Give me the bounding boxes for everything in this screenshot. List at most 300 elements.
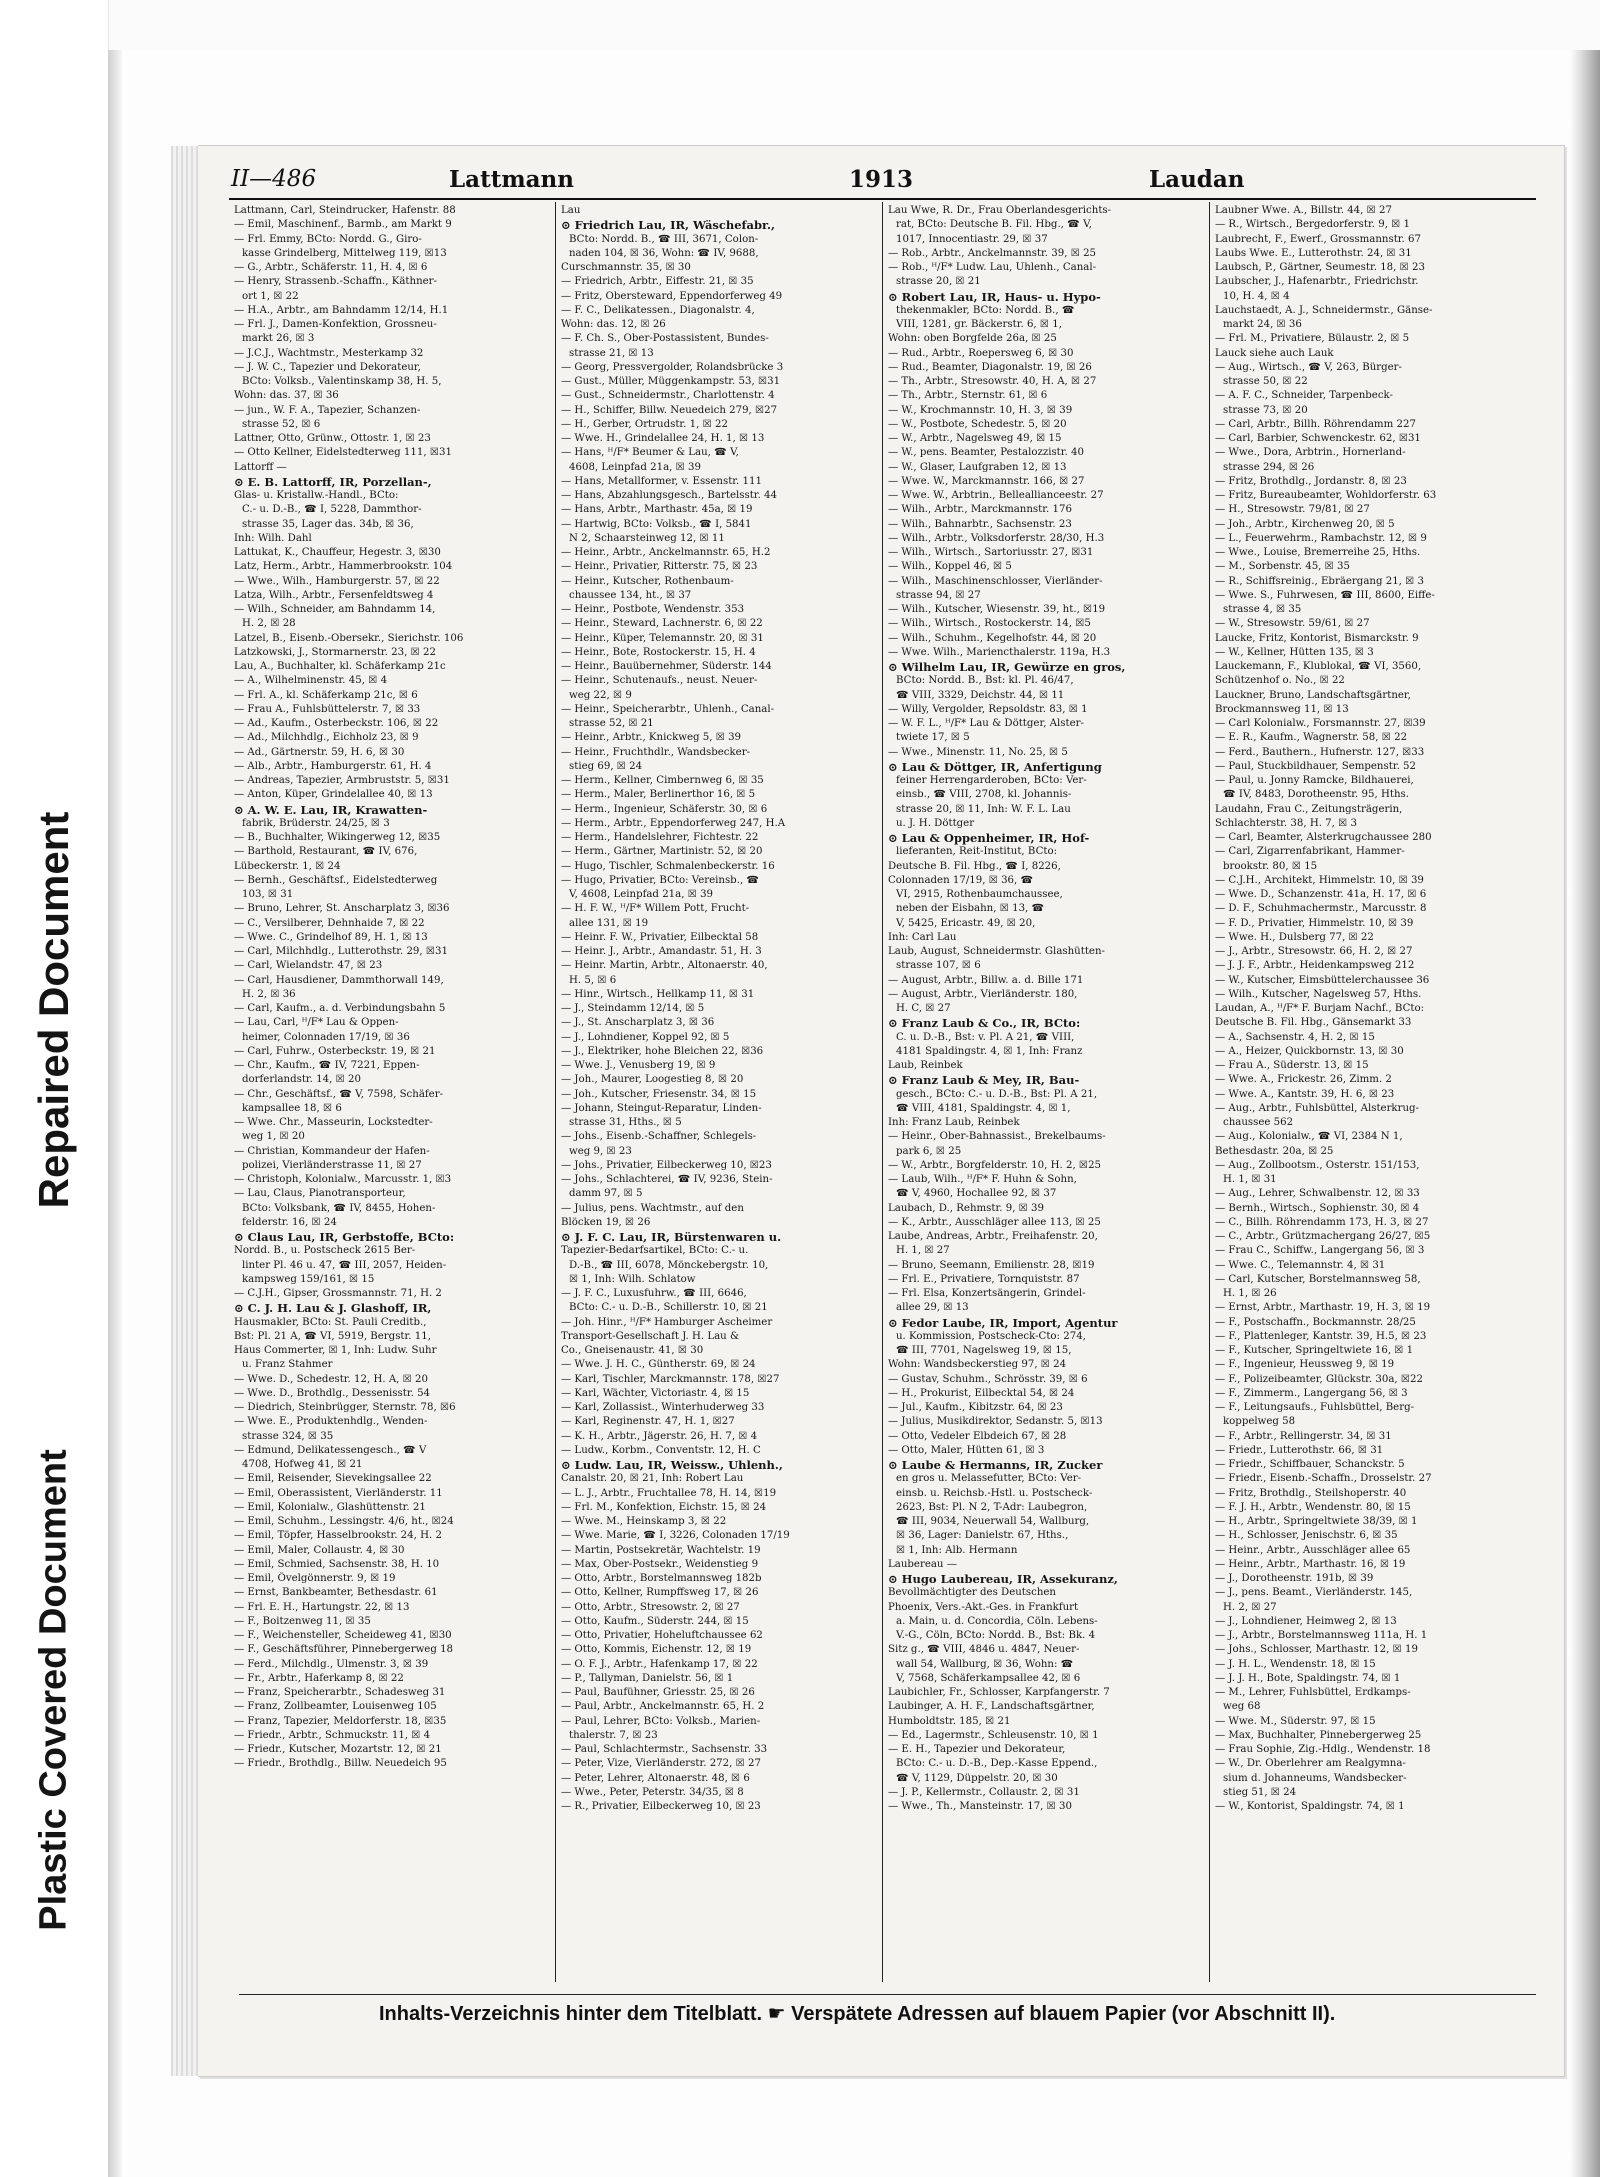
directory-entry: Lauck siehe auch Lauk bbox=[1215, 347, 1334, 359]
directory-entry: — W. F. L., ᴴ/F* Lau & Döttger, Alster- bbox=[888, 718, 1084, 729]
directory-entry: — Wwe. D., Schedestr. 12, H. A, ☒ 20 bbox=[234, 1373, 428, 1385]
directory-entry: stieg 51, ☒ 24 bbox=[1223, 1786, 1297, 1798]
directory-entry: Lattukat, K., Chauffeur, Hegestr. 3, ☒30 bbox=[234, 547, 441, 558]
directory-entry: — Carl, Barbier, Schwenckestr. 62, ☒31 bbox=[1215, 433, 1421, 444]
directory-entry: — Emil, Oberassistent, Vierländerstr. 11 bbox=[234, 1487, 443, 1499]
directory-entry: — Fritz, Bureaubeamter, Wohldorferstr. 63 bbox=[1215, 490, 1437, 501]
directory-entry: Lattorff — bbox=[234, 461, 287, 473]
directory-entry: — Wwe. S., Fuhrwesen, ☎ III, 8600, Eiffe- bbox=[1215, 589, 1435, 601]
directory-entry: 4608, Leinpfad 21a, ☒ 39 bbox=[569, 461, 701, 473]
directory-entry: ⊙ C. J. H. Lau & J. Glashoff, IR, bbox=[234, 1301, 432, 1316]
directory-entry: — Carl, Milchhdlg., Lutterothstr. 29, ☒31 bbox=[234, 946, 448, 957]
directory-entry: — F. C., Delikatessen., Diagonalstr. 4, bbox=[561, 304, 755, 316]
directory-entry: — F. J. H., Arbtr., Wendenstr. 80, ☒ 15 bbox=[1215, 1501, 1411, 1513]
directory-entry: — Hans, ᴴ/F* Beumer & Lau, ☎ V, bbox=[561, 447, 739, 459]
directory-entry: — Carl, Hausdiener, Dammthorwall 149, bbox=[234, 974, 444, 986]
directory-entry: ⊙ A. W. E. Lau, IR, Krawatten- bbox=[234, 802, 428, 817]
page-header bbox=[229, 158, 1536, 200]
directory-entry: — Frau C., Schiffw., Langergang 56, ☒ 3 bbox=[1215, 1245, 1425, 1257]
directory-entry: — Carl, Fuhrw., Osterbeckstr. 19, ☒ 21 bbox=[234, 1045, 436, 1057]
directory-entry: Canalstr. 20, ☒ 21, Inh: Robert Lau bbox=[561, 1473, 744, 1485]
directory-entry: — Wwe. M., Süderstr. 97, ☒ 15 bbox=[1215, 1715, 1376, 1727]
directory-entry: — Anton, Küper, Grindelallee 40, ☒ 13 bbox=[234, 789, 433, 801]
directory-entry: — J. P., Kellermstr., Collaustr. 2, ☒ 31 bbox=[888, 1786, 1080, 1798]
directory-entry: — Fr., Arbtr., Haferkamp 8, ☒ 22 bbox=[234, 1672, 404, 1684]
directory-entry: N 2, Schaarsteinweg 12, ☒ 11 bbox=[569, 532, 725, 544]
directory-entry: Inh: Franz Laub, Reinbek bbox=[888, 1117, 1020, 1128]
directory-entry: — Emil, Reisender, Sievekingsallee 22 bbox=[234, 1473, 432, 1485]
directory-entry: — Johs., Eisenb.-Schaffner, Schlegels- bbox=[561, 1131, 757, 1143]
directory-entry: ⊙ E. B. Lattorff, IR, Porzellan-, bbox=[234, 474, 432, 489]
directory-entry: — W., Arbtr., Nagelsweg 49, ☒ 15 bbox=[888, 433, 1062, 444]
directory-entry: — H., Schiffer, Billw. Neuedeich 279, ☒27 bbox=[561, 404, 778, 416]
directory-entry: — Ernst, Bankbeamter, Bethesdastr. 61 bbox=[234, 1587, 438, 1599]
header-first-name: Lattmann bbox=[449, 166, 575, 193]
directory-entry: — Heinr., Bote, Rostockerstr. 15, H. 4 bbox=[561, 646, 756, 658]
directory-entry: — Carl Kolonialw., Forsmannstr. 27, ☒39 bbox=[1215, 718, 1426, 729]
directory-entry: Laubinger, A. H. F., Landschaftsgärtner, bbox=[888, 1701, 1095, 1713]
directory-entry: — Paul, Lehrer, BCto: Volksb., Marien- bbox=[561, 1715, 761, 1727]
directory-entry: heimer, Colonnaden 17/19, ☒ 36 bbox=[242, 1031, 410, 1043]
directory-entry: — Wilh., Schuhm., Kegelhofstr. 44, ☒ 20 bbox=[888, 632, 1097, 644]
directory-entry: H. 1, ☒ 31 bbox=[1223, 1174, 1277, 1185]
directory-entry: Tapezier-Bedarfsartikel, BCto: C.- u. bbox=[561, 1245, 749, 1257]
directory-entry: — Wwe. H., Grindelallee 24, H. 1, ☒ 13 bbox=[561, 433, 765, 444]
directory-entry: a. Main, u. d. Concordia, Cöln. Lebens- bbox=[896, 1615, 1098, 1627]
directory-entry: — J. F. C., Luxusfuhrw., ☎ III, 6646, bbox=[561, 1288, 747, 1299]
directory-entry: — Johann, Steingut-Reparatur, Linden- bbox=[561, 1102, 762, 1114]
directory-entry: — K. H., Arbtr., Jägerstr. 26, H. 7, ☒ 4 bbox=[561, 1430, 758, 1442]
directory-entry: — Wilh., Arbtr., Volksdorferstr. 28/30, H.3 bbox=[888, 532, 1105, 544]
directory-entry: — Hans, Arbtr., Marthastr. 45a, ☒ 19 bbox=[561, 504, 753, 516]
directory-entry: — Friedr., Eisenb.-Schaffn., Drosselstr. 27 bbox=[1215, 1473, 1432, 1485]
directory-entry: — Wwe. A., Kantstr. 39, H. 6, ☒ 23 bbox=[1215, 1088, 1395, 1100]
directory-entry: strasse 50, ☒ 22 bbox=[1223, 376, 1308, 387]
directory-entry: — A., Wilhelminenstr. 45, ☒ 4 bbox=[234, 675, 388, 687]
directory-entry: — F. Ch. S., Ober-Postassistent, Bundes- bbox=[561, 333, 769, 345]
directory-entry: — J., Elektriker, hohe Bleichen 22, ☒36 bbox=[561, 1045, 764, 1057]
directory-entry: — L. J., Arbtr., Fruchtallee 78, H. 14, ☒19 bbox=[561, 1487, 777, 1499]
directory-entry: — Heinr., Arbtr., Marthastr. 16, ☒ 19 bbox=[1215, 1558, 1406, 1570]
directory-entry: V, 7568, Schäferkampsallee 42, ☒ 6 bbox=[896, 1672, 1081, 1684]
directory-entry: — Emil, Schmied, Sachsenstr. 38, H. 10 bbox=[234, 1558, 440, 1570]
page-binding bbox=[171, 146, 199, 2076]
directory-entry: Laubner Wwe. A., Billstr. 44, ☒ 27 bbox=[1215, 205, 1392, 216]
directory-entry: u. Franz Stahmer bbox=[242, 1359, 333, 1371]
page-footer bbox=[239, 1994, 1536, 2029]
directory-entry: — Carl, Beamter, Alsterkrugchaussee 280 bbox=[1215, 832, 1432, 843]
directory-entry: — Aug., Arbtr., Fuhlsbüttel, Alsterkrug- bbox=[1215, 1102, 1420, 1114]
directory-entry: — F., Postschaffn., Bockmannstr. 28/25 bbox=[1215, 1316, 1416, 1328]
directory-entry: — Joh. Hinr., ᴴ/F* Hamburger Ascheimer bbox=[561, 1316, 773, 1328]
directory-entry: — Max, Buchhalter, Pinnebergerweg 25 bbox=[1215, 1729, 1422, 1741]
directory-entry: ☎ III, 7701, Nagelsweg 19, ☒ 15, bbox=[896, 1345, 1072, 1356]
directory-entry: felderstr. 16, ☒ 24 bbox=[242, 1216, 337, 1228]
header-last-name: Laudan bbox=[1149, 166, 1245, 193]
directory-entry: allee 131, ☒ 19 bbox=[569, 917, 649, 929]
directory-entry: ⊙ Wilhelm Lau, IR, Gewürze en gros, bbox=[888, 660, 1126, 674]
directory-entry: — J., Arbtr., Stresowstr. 66, H. 2, ☒ 27 bbox=[1215, 946, 1413, 957]
directory-entry: — C., Billh. Röhrendamm 173, H. 3, ☒ 27 bbox=[1215, 1216, 1429, 1228]
directory-entry: — W., Glaser, Laufgraben 12, ☒ 13 bbox=[888, 461, 1067, 473]
directory-entry: — Bruno, Lehrer, St. Anscharplatz 3, ☒36 bbox=[234, 903, 450, 915]
directory-entry: — Herm., Maler, Berlinerthor 16, ☒ 5 bbox=[561, 789, 756, 801]
directory-entry: 10, H. 4, ☒ 4 bbox=[1223, 290, 1290, 302]
directory-entry: — Ad., Gärtnerstr. 59, H. 6, ☒ 30 bbox=[234, 746, 405, 758]
directory-entry: — Friedr., Arbtr., Schmuckstr. 11, ☒ 4 bbox=[234, 1729, 431, 1741]
directory-entry: — Wwe. A., Frickestr. 26, Zimm. 2 bbox=[1215, 1074, 1392, 1086]
directory-entry: 4181 Spaldingstr. 4, ☒ 1, Inh: Franz bbox=[896, 1045, 1083, 1057]
directory-entry: — Heinr. Martin, Arbtr., Altonaerstr. 40, bbox=[561, 960, 768, 972]
directory-entry: BCto: Volksb., Valentinskamp 38, H. 5, bbox=[242, 376, 442, 387]
directory-entry: — Rud., Beamter, Diagonalstr. 19, ☒ 26 bbox=[888, 361, 1092, 373]
directory-entry: en gros u. Melassefutter, BCto: Ver- bbox=[896, 1473, 1082, 1485]
directory-entry: ⊙ Franz Laub & Co., IR, BCto: bbox=[888, 1016, 1081, 1031]
directory-entry: — Karl, Zollassist., Winterhuderweg 33 bbox=[561, 1402, 765, 1413]
directory-entry: — Aug., Kolonialw., ☎ VI, 2384 N 1, bbox=[1215, 1131, 1403, 1143]
directory-entry: Schützenhof o. No., ☒ 22 bbox=[1215, 675, 1345, 687]
directory-entry: — F., Ingenieur, Heussweg 9, ☒ 19 bbox=[1215, 1359, 1395, 1371]
directory-entry: weg 68 bbox=[1223, 1701, 1261, 1713]
header-year: 1913 bbox=[849, 166, 914, 193]
directory-entry: Lau, A., Buchhalter, kl. Schäferkamp 21c bbox=[234, 661, 446, 672]
directory-entry: Laub, August, Schneidermstr. Glashütten- bbox=[888, 946, 1105, 957]
directory-entry: Colonnaden 17/19, ☒ 36, ☎ bbox=[888, 874, 1034, 886]
directory-entry: strasse 20, ☒ 11, Inh: W. F. L. Lau bbox=[896, 803, 1071, 815]
directory-entry: ⊙ Fedor Laube, IR, Import, Agentur bbox=[888, 1315, 1118, 1330]
scan-right-shadow bbox=[1570, 50, 1600, 2177]
directory-entry: — F., Weichensteller, Scheideweg 41, ☒30 bbox=[234, 1630, 452, 1641]
directory-entry: — F., Polizeibeamter, Glückstr. 30a, ☒22 bbox=[1215, 1373, 1423, 1385]
directory-entry: Brockmannsweg 11, ☒ 13 bbox=[1215, 703, 1349, 715]
directory-entry: — Frau A., Süderstr. 13, ☒ 15 bbox=[1215, 1060, 1369, 1071]
directory-entry: — Wwe. W., Arbtrin., Belleallianceestr. 27 bbox=[888, 490, 1104, 501]
directory-entry: Bst: Pl. 21 A, ☎ VI, 5919, Bergstr. 11, bbox=[234, 1330, 431, 1342]
directory-entry: strasse 31, Hths., ☒ 5 bbox=[569, 1117, 682, 1128]
directory-entry: Latzel, B., Eisenb.-Obersekr., Sierichstr. 106 bbox=[234, 632, 464, 644]
directory-entry: — Heinr., Schutenaufs., neust. Neuer- bbox=[561, 675, 758, 687]
directory-entry: — Frl. M., Konfektion, Eichstr. 15, ☒ 24 bbox=[561, 1501, 767, 1513]
directory-entry: — Emil, Töpfer, Hasselbrookstr. 24, H. 2 bbox=[234, 1530, 442, 1542]
directory-entry: — Bernh., Geschäftsf., Eidelstedterweg bbox=[234, 874, 438, 886]
directory-entry: ⊙ Franz Laub & Mey, IR, Bau- bbox=[888, 1073, 1080, 1088]
directory-entry: — D. F., Schuhmachermstr., Marcusstr. 8 bbox=[1215, 903, 1427, 915]
directory-entry: — Wilh., Arbtr., Marckmannstr. 176 bbox=[888, 504, 1072, 516]
directory-entry: ort 1, ☒ 22 bbox=[242, 290, 299, 302]
directory-entry: Lattner, Otto, Grünw., Ottostr. 1, ☒ 23 bbox=[234, 433, 431, 444]
directory-entry: — Frl. A., kl. Schäferkamp 21c, ☒ 6 bbox=[234, 689, 418, 701]
directory-entry: — Karl, Tischler, Marckmannstr. 178, ☒27 bbox=[561, 1373, 780, 1385]
directory-entry: — Johs., Schlosser, Marthastr. 12, ☒ 19 bbox=[1215, 1644, 1418, 1656]
directory-entry: — M., Sorbenstr. 45, ☒ 35 bbox=[1215, 561, 1350, 573]
directory-entry: — Lau, Carl, ᴴ/F* Lau & Oppen- bbox=[234, 1017, 399, 1029]
directory-entry: — Diedrich, Steinbrügger, Sternstr. 78, ☒6 bbox=[234, 1402, 456, 1413]
directory-entry: Lau Wwe, R. Dr., Frau Oberlandesgerichts- bbox=[888, 205, 1112, 216]
directory-entry: — W., Kontorist, Spaldingstr. 74, ☒ 1 bbox=[1215, 1801, 1405, 1812]
directory-entry: ⊙ Friedrich Lau, IR, Wäschefabr., bbox=[561, 218, 776, 233]
directory-entry: — Ludw., Korbm., Conventstr. 12, H. C bbox=[561, 1444, 761, 1456]
directory-entry: — Heinr., Küper, Telemannstr. 20, ☒ 31 bbox=[561, 632, 764, 644]
directory-entry: damm 97, ☒ 5 bbox=[569, 1188, 643, 1200]
directory-entry: — Lau, Claus, Pianotransporteur, bbox=[234, 1188, 406, 1200]
directory-entry: — Wwe. C., Telemannstr. 4, ☒ 31 bbox=[1215, 1259, 1386, 1271]
directory-entry: — A., Sachsenstr. 4, H. 2, ☒ 15 bbox=[1215, 1031, 1375, 1043]
directory-entry: H. 1, ☒ 27 bbox=[896, 1245, 950, 1257]
directory-entry: — Alb., Arbtr., Hamburgerstr. 61, H. 4 bbox=[234, 760, 432, 772]
directory-entry: — Friedr., Lutterothstr. 66, ☒ 31 bbox=[1215, 1444, 1384, 1456]
directory-entry: — C., Arbtr., Grützmachergang 26/27, ☒5 bbox=[1215, 1231, 1431, 1242]
directory-entry: — Gustav, Schuhm., Schrösstr. 39, ☒ 6 bbox=[888, 1373, 1088, 1385]
directory-entry: — Wwe., Minenstr. 11, No. 25, ☒ 5 bbox=[888, 746, 1068, 758]
directory-entry: — Emil, Kolonialw., Glashüttenstr. 21 bbox=[234, 1501, 426, 1513]
directory-entry: — J., Lohndiener, Heimweg 2, ☒ 13 bbox=[1215, 1615, 1397, 1627]
directory-column-2 bbox=[555, 202, 882, 1982]
directory-entry: ☒ 36, Lager: Danielstr. 67, Hths., bbox=[896, 1530, 1069, 1542]
directory-entry: stieg 69, ☒ 24 bbox=[569, 760, 643, 772]
directory-entry: — J. W. C., Tapezier und Dekorateur, bbox=[234, 361, 421, 373]
directory-entry: weg 9, ☒ 23 bbox=[569, 1145, 632, 1157]
directory-entry: — Peter, Vize, Vierländerstr. 272, ☒ 27 bbox=[561, 1758, 761, 1770]
directory-entry: — Heinr. J., Arbtr., Amandastr. 51, H. 3 bbox=[561, 946, 762, 957]
directory-entry: Humboldtstr. 185, ☒ 21 bbox=[888, 1715, 1011, 1727]
directory-entry: — Rob., Arbtr., Anckelmannstr. 39, ☒ 25 bbox=[888, 247, 1097, 259]
directory-entry: — Ad., Milchhdlg., Eichholz 23, ☒ 9 bbox=[234, 732, 419, 744]
directory-entry: Deutsche B. Fil. Hbg., ☎ I, 8226, bbox=[888, 860, 1061, 872]
directory-entry: Phoenix, Vers.-Akt.-Ges. in Frankfurt bbox=[888, 1601, 1079, 1613]
directory-entry: — Otto, Privatier, Hoheluftchaussee 62 bbox=[561, 1630, 763, 1641]
directory-entry: 1017, Innocentiastr. 29, ☒ 37 bbox=[896, 233, 1048, 245]
directory-entry: — Wwe. J., Venusberg 19, ☒ 9 bbox=[561, 1060, 716, 1071]
directory-entry: — F., Arbtr., Rellingerstr. 34, ☒ 31 bbox=[1215, 1430, 1392, 1442]
directory-entry: Laubscher, J., Hafenarbtr., Friedrichstr. bbox=[1215, 276, 1419, 288]
directory-entry: strasse 94, ☒ 27 bbox=[896, 589, 981, 601]
directory-entry: — Paul, u. Jonny Ramcke, Bildhauerei, bbox=[1215, 775, 1414, 786]
directory-entry: — Frl. M., Privatiere, Bülaustr. 2, ☒ 5 bbox=[1215, 333, 1410, 345]
directory-entry: — J., Dorotheenstr. 191b, ☒ 39 bbox=[1215, 1573, 1374, 1584]
directory-entry: — Frl. E. H., Hartungstr. 22, ☒ 13 bbox=[234, 1601, 410, 1613]
directory-entry: — Ferd., Bauthern., Hufnerstr. 127, ☒33 bbox=[1215, 746, 1425, 758]
directory-entry: — Rud., Arbtr., Roepersweg 6, ☒ 30 bbox=[888, 347, 1074, 359]
directory-entry: — Fritz, Brothdlg., Jordanstr. 8, ☒ 23 bbox=[1215, 475, 1407, 487]
directory-entry: — Andreas, Tapezier, Armbruststr. 5, ☒31 bbox=[234, 775, 450, 786]
directory-entry: Lauckemann, F., Klublokal, ☎ VI, 3560, bbox=[1215, 661, 1422, 672]
directory-entry: — J., pens. Beamt., Vierländerstr. 145, bbox=[1215, 1587, 1413, 1599]
directory-entry: strasse 52, ☒ 6 bbox=[242, 418, 321, 430]
directory-entry: — Hinr., Wirtsch., Hellkamp 11, ☒ 31 bbox=[561, 988, 755, 1000]
directory-entry: — Max, Ober-Postsekr., Weidenstieg 9 bbox=[561, 1558, 759, 1570]
directory-entry: — Wwe. Marie, ☎ I, 3226, Colonaden 17/19 bbox=[561, 1530, 790, 1542]
directory-entry: — August, Arbtr., Billw. a. d. Bille 171 bbox=[888, 974, 1084, 986]
directory-entry: — A. F. C., Schneider, Tarpenbeck- bbox=[1215, 390, 1393, 402]
directory-entry: — Hans, Abzahlungsgesch., Bartelsstr. 44 bbox=[561, 490, 777, 501]
directory-entry: kampsallee 18, ☒ 6 bbox=[242, 1102, 342, 1114]
directory-entry: — Frl. Emmy, BCto: Nordd. G., Giro- bbox=[234, 233, 422, 245]
directory-entry: einsb. u. Reichsb.-Hstl. u. Postscheck- bbox=[896, 1487, 1093, 1499]
directory-entry: — jun., W. F. A., Tapezier, Schanzen- bbox=[234, 404, 421, 416]
page-number: II—486 bbox=[231, 166, 317, 192]
directory-entry: lieferanten, Reit-Institut, BCto: bbox=[896, 846, 1058, 858]
directory-entry: strasse 73, ☒ 20 bbox=[1223, 404, 1308, 416]
directory-entry: Curschmannstr. 35, ☒ 30 bbox=[561, 262, 691, 273]
directory-entry: — Wilh., Bahnarbtr., Sachsenstr. 23 bbox=[888, 518, 1072, 530]
directory-entry: — Ernst, Arbtr., Marthastr. 19, H. 3, ☒ 19 bbox=[1215, 1302, 1431, 1314]
directory-entry: — Julius, Musikdirektor, Sedanstr. 5, ☒13 bbox=[888, 1416, 1103, 1428]
directory-entry: — Barthold, Restaurant, ☎ IV, 676, bbox=[234, 846, 418, 858]
directory-entry: strasse 20, ☒ 21 bbox=[896, 276, 981, 288]
directory-entry: — Christoph, Kolonialw., Marcusstr. 1, ☒3 bbox=[234, 1174, 452, 1185]
directory-entry: Blöcken 19, ☒ 26 bbox=[561, 1216, 651, 1228]
directory-entry: ☒ 1, Inh: Alb. Hermann bbox=[896, 1544, 1018, 1556]
directory-entry: — Otto, Kommis, Eichenstr. 12, ☒ 19 bbox=[561, 1644, 752, 1656]
directory-entry: ☎ V, 4960, Hochallee 92, ☒ 37 bbox=[896, 1188, 1057, 1200]
directory-entry: — Heinr., Ober-Bahnassist., Brekelbaums- bbox=[888, 1131, 1106, 1143]
directory-entry: markt 26, ☒ 3 bbox=[242, 333, 315, 345]
directory-entry: — Otto Kellner, Eidelstedterweg 111, ☒31 bbox=[234, 447, 452, 459]
directory-entry: — Joh., Kutscher, Friesenstr. 34, ☒ 15 bbox=[561, 1088, 757, 1100]
directory-entry: — C.J.H., Gipser, Grossmannstr. 71, H. 2 bbox=[234, 1288, 442, 1299]
directory-entry: ⊙ Laube & Hermanns, IR, Zucker bbox=[888, 1458, 1103, 1472]
directory-entry: dorferlandstr. 14, ☒ 20 bbox=[242, 1074, 361, 1086]
directory-entry: thalerstr. 7, ☒ 23 bbox=[569, 1729, 658, 1741]
directory-entry: BCto: Nordd. B., ☎ III, 3671, Colon- bbox=[569, 233, 759, 245]
directory-entry: — Heinr., Bauübernehmer, Süderstr. 144 bbox=[561, 661, 772, 672]
directory-entry: Laube, Andreas, Arbtr., Freihafenstr. 20, bbox=[888, 1231, 1098, 1242]
directory-entry: wall 54, Wallburg, ☒ 36, Wohn: ☎ bbox=[896, 1658, 1074, 1670]
directory-entry: u. J. H. Döttger bbox=[896, 817, 975, 829]
directory-entry: — A., Heizer, Quickbornstr. 13, ☒ 30 bbox=[1215, 1045, 1404, 1057]
directory-entry: — F., Geschäftsführer, Pinnebergerweg 18 bbox=[234, 1644, 454, 1656]
directory-entry: — Th., Arbtr., Stresowstr. 40, H. A, ☒ 27 bbox=[888, 376, 1097, 387]
directory-entry: — Aug., Wirtsch., ☎ V, 263, Bürger- bbox=[1215, 361, 1402, 373]
directory-entry: — Gust., Müller, Müggenkampstr. 53, ☒31 bbox=[561, 376, 781, 387]
directory-entry: Laubereau — bbox=[888, 1558, 957, 1570]
directory-entry: — W., Dr. Oberlehrer am Realgymna- bbox=[1215, 1758, 1406, 1770]
directory-entry: — Otto, Maler, Hütten 61, ☒ 3 bbox=[888, 1444, 1045, 1456]
directory-entry: V, 5425, Ericastr. 49, ☒ 20, bbox=[896, 917, 1036, 929]
directory-entry: 103, ☒ 31 bbox=[242, 889, 294, 900]
directory-entry: — H., Prokurist, Eilbecktal 54, ☒ 24 bbox=[888, 1387, 1075, 1399]
directory-entry: Laubrecht, F., Ewerf., Grossmannstr. 67 bbox=[1215, 233, 1421, 245]
directory-entry: — Wwe. E., Produktenhdlg., Wenden- bbox=[234, 1416, 428, 1428]
directory-entry: — Chr., Kaufm., ☎ IV, 7221, Eppen- bbox=[234, 1060, 420, 1071]
directory-entry: — H., Gerber, Ortrudstr. 1, ☒ 22 bbox=[561, 418, 728, 430]
directory-entry: — Chr., Geschäftsf., ☎ V, 7598, Schäfer- bbox=[234, 1088, 444, 1100]
directory-entry: strasse 294, ☒ 26 bbox=[1223, 461, 1315, 473]
directory-entry: — Martin, Postsekretär, Wachtelstr. 19 bbox=[561, 1544, 761, 1556]
directory-entry: — P., Tallyman, Danielstr. 56, ☒ 1 bbox=[561, 1672, 734, 1684]
footer-note: Inhalts-Verzeichnis hinter dem Titelblatt. ☛ Verspätete Adressen auf blauem Papier (vor Abschnitt II). bbox=[379, 2003, 1336, 2025]
directory-entry: polizei, Vierländerstrasse 11, ☒ 27 bbox=[242, 1159, 422, 1171]
directory-entry: — Hugo, Privatier, BCto: Vereinsb., ☎ bbox=[561, 874, 760, 886]
directory-entry: — W., Postbote, Schedestr. 5, ☒ 20 bbox=[888, 418, 1067, 430]
directory-entry: — W., Kutscher, Eimsbüttelerchaussee 36 bbox=[1215, 974, 1430, 986]
directory-entry: — E. H., Tapezier und Dekorateur, bbox=[888, 1744, 1066, 1755]
directory-entry: — Paul, Arbtr., Anckelmannstr. 65, H. 2 bbox=[561, 1701, 765, 1713]
directory-entry: — Paul, Stuckbildhauer, Sempenstr. 52 bbox=[1215, 760, 1417, 772]
directory-entry: — Wilh., Wirtsch., Rostockerstr. 14, ☒5 bbox=[888, 618, 1091, 630]
directory-entry: — Otto, Kellner, Rumpffsweg 17, ☒ 26 bbox=[561, 1587, 759, 1599]
directory-entry: H. C, ☒ 27 bbox=[896, 1003, 951, 1014]
directory-entry: — R., Wirtsch., Bergedorferstr. 9, ☒ 1 bbox=[1215, 219, 1411, 231]
directory-entry: — Hans, Metallformer, v. Essenstr. 111 bbox=[561, 475, 762, 487]
directory-entry: 4708, Hofweg 41, ☒ 21 bbox=[242, 1459, 363, 1470]
directory-entry: — W., Krochmannstr. 10, H. 3, ☒ 39 bbox=[888, 404, 1073, 416]
directory-entry: — Herm., Ingenieur, Schäferstr. 30, ☒ 6 bbox=[561, 803, 768, 815]
directory-entry: twiete 17, ☒ 5 bbox=[896, 732, 970, 744]
directory-entry: — M., Lehrer, Fuhlsbüttel, Erdkamps- bbox=[1215, 1687, 1411, 1698]
directory-entry: — Heinr., Postbote, Wendenstr. 353 bbox=[561, 604, 745, 615]
directory-entry: VI, 2915, Rothenbaumchaussee, bbox=[896, 889, 1063, 900]
directory-entry: — F., Zimmerm., Langergang 56, ☒ 3 bbox=[1215, 1387, 1408, 1399]
directory-entry: Wohn: Wandsbeckerstieg 97, ☒ 24 bbox=[888, 1359, 1067, 1371]
directory-entry: fabrik, Brüderstr. 24/25, ☒ 3 bbox=[242, 817, 390, 829]
directory-entry: — W., Arbtr., Borgfelderstr. 10, H. 2, ☒25 bbox=[888, 1159, 1102, 1171]
directory-entry: — Henry, Strassenb.-Schaffn., Käthner- bbox=[234, 276, 437, 288]
directory-entry: — L., Feuerwehrm., Rambachstr. 12, ☒ 9 bbox=[1215, 532, 1427, 544]
directory-entry: — Wwe. M., Heinskamp 3, ☒ 22 bbox=[561, 1516, 727, 1527]
directory-entry: V, 4608, Leinpfad 21a, ☒ 39 bbox=[569, 889, 714, 900]
repaired-document-label: Repaired Document bbox=[30, 811, 77, 1209]
directory-entry: — Wilh., Schneider, am Bahndamm 14, bbox=[234, 604, 436, 615]
directory-entry: — E. R., Kaufm., Wagnerstr. 58, ☒ 22 bbox=[1215, 732, 1408, 744]
directory-entry: — J. H. L., Wendenstr. 18, ☒ 15 bbox=[1215, 1658, 1376, 1670]
directory-entry: H. 2, ☒ 28 bbox=[242, 618, 296, 630]
directory-entry: — Heinr., Arbtr., Ausschläger allee 65 bbox=[1215, 1544, 1411, 1556]
directory-entry: — F., Boitzenweg 11, ☒ 35 bbox=[234, 1615, 371, 1627]
directory-entry: H. 2, ☒ 27 bbox=[1223, 1601, 1277, 1613]
directory-entry: ⊙ Lau & Oppenheimer, IR, Hof- bbox=[888, 831, 1090, 845]
directory-entry: Latzkowski, J., Stormarnerstr. 23, ☒ 22 bbox=[234, 646, 436, 658]
directory-entry: — Friedr., Brothdlg., Billw. Neuedeich 95 bbox=[234, 1758, 447, 1770]
directory-entry: — Friedr., Kutscher, Mozartstr. 12, ☒ 21 bbox=[234, 1744, 442, 1755]
directory-entry: ⊙ Robert Lau, IR, Haus- u. Hypo- bbox=[888, 289, 1101, 304]
directory-entry: BCto: Nordd. B., Bst: kl. Pl. 46/47, bbox=[896, 675, 1074, 687]
directory-entry: — B., Buchhalter, Wikingerweg 12, ☒35 bbox=[234, 832, 441, 843]
directory-entry: — Otto, Arbtr., Stresowstr. 2, ☒ 27 bbox=[561, 1601, 740, 1613]
directory-entry: — Rob., ᴴ/F* Ludw. Lau, Uhlenh., Canal- bbox=[888, 262, 1097, 273]
directory-entry: Co., Gneisenaustr. 41, ☒ 30 bbox=[561, 1345, 704, 1356]
directory-entry: feiner Herrengarderoben, BCto: Ver- bbox=[896, 775, 1087, 786]
directory-entry: ⊙ Hugo Laubereau, IR, Assekuranz, bbox=[888, 1572, 1118, 1586]
directory-entry: kasse Grindelberg, Mittelweg 119, ☒13 bbox=[242, 247, 447, 259]
directory-entry: Bethesdastr. 20a, ☒ 25 bbox=[1215, 1145, 1334, 1157]
directory-entry: — Frl. Elsa, Konzertsängerin, Grindel- bbox=[888, 1288, 1086, 1299]
directory-entry: — Georg, Pressvergolder, Rolandsbrücke 3 bbox=[561, 361, 784, 373]
directory-entry: — Heinr., Fruchthdlr., Wandsbecker- bbox=[561, 746, 751, 758]
directory-entry: — Franz, Speicherarbtr., Schadesweg 31 bbox=[234, 1687, 446, 1698]
directory-entry: ☎ III, 9034, Neuerwall 54, Wallburg, bbox=[896, 1516, 1090, 1527]
directory-entry: — Carl, Zigarrenfabrikant, Hammer- bbox=[1215, 846, 1405, 858]
directory-entry: — Heinr., Steward, Lachnerstr. 6, ☒ 22 bbox=[561, 618, 763, 630]
directory-entry: — Heinr., Privatier, Ritterstr. 75, ☒ 23 bbox=[561, 561, 758, 573]
directory-entry: — Carl, Wielandstr. 47, ☒ 23 bbox=[234, 960, 383, 972]
scanned-page-area bbox=[108, 50, 1600, 2177]
directory-entry: — Laub, Wilh., ᴴ/F* F. Huhn & Sohn, bbox=[888, 1174, 1077, 1185]
directory-entry: — Carl, Kutscher, Borstelmannsweg 58, bbox=[1215, 1273, 1421, 1285]
directory-entry: — Wilh., Kutscher, Wiesenstr. 39, ht., ☒19 bbox=[888, 604, 1106, 615]
directory-entry: — Wwe. D., Brothdlg., Dessenisstr. 54 bbox=[234, 1387, 431, 1399]
directory-entry: Laucke, Fritz, Kontorist, Bismarckstr. 9 bbox=[1215, 632, 1419, 644]
directory-entry: — C.J.H., Architekt, Himmelstr. 10, ☒ 39 bbox=[1215, 874, 1424, 886]
directory-entry: — Wwe. W., Marckmannstr. 166, ☒ 27 bbox=[888, 475, 1085, 487]
directory-entry: BCto: Volksbank, ☎ IV, 8455, Hohen- bbox=[242, 1202, 436, 1214]
directory-entry: C. u. D.-B., Bst: v. Pl. A 21, ☎ VIII, bbox=[896, 1031, 1075, 1043]
directory-entry: strasse 35, Lager das. 34b, ☒ 36, bbox=[242, 518, 414, 530]
directory-entry: — Friedr., Schiffbauer, Schanckstr. 5 bbox=[1215, 1459, 1405, 1470]
directory-entry: Lattmann, Carl, Steindrucker, Hafenstr. 88 bbox=[234, 205, 456, 216]
directory-entry: — C., Versilberer, Dehnhaide 7, ☒ 22 bbox=[234, 917, 425, 929]
directory-entry: Glas- u. Kristallw.-Handl., BCto: bbox=[234, 490, 399, 501]
